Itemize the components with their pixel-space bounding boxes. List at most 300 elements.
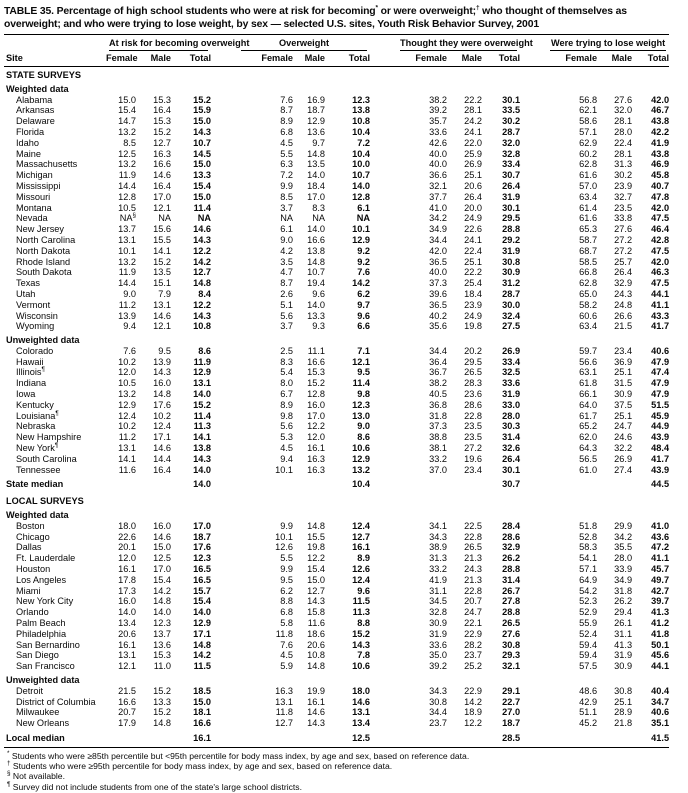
value-cell: 54.1 — [579, 553, 598, 564]
value-cell: 33.6 — [429, 639, 448, 650]
value-cell: 58.6 — [579, 116, 598, 127]
value-cell: 28.4 — [502, 520, 521, 531]
value-cell: 63.4 — [579, 191, 598, 202]
value-cell: 8.7 — [280, 278, 293, 289]
site-cell: Michigan — [16, 170, 53, 181]
value-cell: 15.0 — [118, 94, 136, 105]
value-cell: 26.9 — [464, 159, 483, 170]
value-cell: 5.5 — [280, 148, 293, 159]
value-cell: 11.1 — [307, 345, 325, 356]
value-cell: 13.2 — [118, 159, 136, 170]
value-cell: 30.8 — [502, 256, 521, 267]
footnote: § Not available. — [7, 770, 65, 782]
table-row — [4, 686, 669, 697]
value-cell: 44.9 — [651, 421, 670, 432]
value-cell: 10.7 — [307, 267, 325, 278]
value-cell: 12.7 — [193, 267, 211, 278]
value-cell: 14.2 — [352, 278, 371, 289]
value-cell: 51.1 — [579, 707, 598, 718]
value-cell: 13.6 — [307, 126, 325, 137]
value-cell: 47.5 — [651, 245, 670, 256]
value-cell: 12.9 — [193, 367, 211, 378]
value-cell: 10.1 — [275, 531, 293, 542]
value-cell: 16.3 — [307, 464, 325, 475]
value-cell: 8.9 — [280, 116, 293, 127]
value-cell: 10.2 — [153, 410, 171, 421]
table-row — [4, 553, 669, 564]
value-cell: 19.4 — [307, 278, 325, 289]
value-cell: 6.2 — [357, 288, 371, 299]
value-cell: 11.3 — [193, 421, 211, 432]
value-cell: 9.7 — [357, 299, 371, 310]
value-cell: NA — [158, 213, 171, 224]
value-cell: 62.0 — [579, 432, 598, 443]
value-cell: 12.4 — [153, 421, 171, 432]
value-cell: 16.1 — [307, 443, 325, 454]
value-cell: 25.4 — [464, 278, 483, 289]
value-cell: 58.7 — [579, 234, 598, 245]
value-cell: 12.2 — [307, 553, 325, 564]
value-cell: 16.1 — [307, 696, 325, 707]
value-cell: 12.8 — [307, 389, 325, 400]
value-cell: 14.0 — [307, 224, 325, 235]
value-cell: 33.4 — [502, 356, 521, 367]
value-cell: 8.8 — [280, 596, 293, 607]
value-cell: 14.2 — [193, 650, 211, 661]
value-cell: 34.1 — [429, 520, 448, 531]
value-cell: 12.7 — [352, 531, 371, 542]
value-cell: 13.1 — [275, 696, 293, 707]
value-cell: 25.1 — [464, 256, 483, 267]
value-cell: 14.1 — [193, 432, 211, 443]
value-cell: 16.1 — [118, 564, 136, 575]
value-cell: 28.8 — [502, 224, 521, 235]
value-cell: 26.4 — [464, 191, 483, 202]
value-cell: 9.9 — [280, 520, 293, 531]
value-cell: 30.0 — [502, 299, 521, 310]
site-cell: Indiana — [16, 378, 47, 389]
value-cell: 8.3 — [280, 356, 293, 367]
value-cell: 47.9 — [651, 356, 670, 367]
value-cell: 14.4 — [118, 278, 136, 289]
column-group-label: Overweight — [241, 38, 367, 51]
value-cell: 55.9 — [579, 618, 598, 629]
value-cell: 47.9 — [651, 378, 670, 389]
value-cell: 41.8 — [651, 628, 670, 639]
value-cell: 22.2 — [464, 94, 483, 105]
table-row — [4, 105, 669, 116]
value-cell: 24.3 — [614, 288, 633, 299]
site-cell: North Carolina — [16, 234, 76, 245]
value-cell: 61.6 — [579, 213, 598, 224]
value-cell: 11.8 — [275, 707, 293, 718]
value-cell: 16.9 — [307, 94, 325, 105]
subcolumn-header-male: Male — [597, 51, 632, 66]
value-cell: 12.7 — [153, 137, 171, 148]
value-cell: 16.6 — [193, 718, 211, 729]
table-row — [4, 707, 669, 718]
table-row — [4, 300, 669, 311]
value-cell: 12.1 — [352, 356, 371, 367]
value-cell: 17.8 — [118, 574, 136, 585]
value-cell: 10.1 — [118, 245, 136, 256]
column-group-label: Were trying to lose weight — [550, 38, 666, 51]
value-cell: 41.1 — [651, 553, 670, 564]
value-cell: 12.3 — [352, 94, 371, 105]
table-row — [4, 697, 669, 708]
value-cell: 36.7 — [429, 367, 448, 378]
value-cell: 9.5 — [357, 367, 371, 378]
value-cell: 20.6 — [307, 639, 325, 650]
value-cell: 8.5 — [123, 137, 136, 148]
subcolumn-header-total: Total — [325, 51, 370, 66]
value-cell: 65.3 — [579, 224, 598, 235]
value-cell: 5.3 — [280, 432, 293, 443]
value-cell: 15.3 — [307, 367, 325, 378]
value-cell: 15.2 — [307, 378, 325, 389]
subsection-row — [4, 507, 669, 521]
column-group-label: At risk for becoming overweight — [109, 38, 208, 51]
site-cell: Massachusetts — [16, 159, 78, 170]
value-cell: 8.5 — [280, 191, 293, 202]
table-row — [4, 421, 669, 432]
value-cell: 24.3 — [464, 564, 483, 575]
value-cell: 15.8 — [307, 607, 325, 618]
value-cell: 36.8 — [429, 399, 448, 410]
value-cell: 18.7 — [307, 105, 325, 116]
value-cell: 20.2 — [464, 345, 483, 356]
value-cell: 52.9 — [579, 607, 598, 618]
value-cell: 30.1 — [502, 94, 521, 105]
value-cell: 8.8 — [357, 618, 371, 629]
value-cell: 60.2 — [579, 148, 598, 159]
value-cell: 12.6 — [275, 542, 293, 553]
value-cell: 11.6 — [118, 464, 136, 475]
value-cell: 12.0 — [118, 367, 136, 378]
value-cell: 8.9 — [357, 553, 371, 564]
value-cell: 18.1 — [193, 707, 211, 718]
value-cell: 26.9 — [614, 453, 633, 464]
value-cell: 31.3 — [614, 159, 633, 170]
site-cell: Philadelphia — [16, 628, 67, 639]
value-cell: 43.6 — [651, 531, 670, 542]
value-cell: 28.8 — [502, 564, 521, 575]
value-cell: 34.4 — [429, 345, 448, 356]
value-cell: 16.0 — [118, 596, 136, 607]
value-cell: 38.2 — [429, 378, 448, 389]
value-cell: 34.5 — [429, 596, 448, 607]
value-cell: 27.6 — [614, 94, 633, 105]
value-cell: 14.2 — [153, 585, 171, 596]
value-cell: 26.5 — [464, 367, 483, 378]
value-cell: 30.9 — [502, 267, 521, 278]
value-cell: 27.0 — [502, 707, 521, 718]
value-cell: 10.7 — [193, 137, 211, 148]
value-cell — [520, 729, 597, 747]
value-cell: 31.9 — [429, 628, 448, 639]
site-cell: Wyoming — [16, 321, 55, 332]
value-cell: 43.9 — [651, 432, 670, 443]
value-cell: 30.8 — [502, 639, 521, 650]
value-cell: 31.9 — [502, 245, 521, 256]
value-cell: 23.9 — [614, 180, 633, 191]
value-cell: 14.6 — [153, 531, 171, 542]
table-row — [4, 257, 669, 268]
value-cell: 16.3 — [307, 453, 325, 464]
value-cell: 42.0 — [429, 245, 448, 256]
site-cell: District of Columbia — [16, 696, 96, 707]
value-cell: 31.9 — [502, 191, 521, 202]
value-cell: 27.2 — [614, 234, 633, 245]
table-row — [4, 95, 669, 106]
site-cell: New Jersey — [16, 224, 64, 235]
value-cell: 12.2 — [193, 245, 211, 256]
value-cell: 22.2 — [464, 267, 483, 278]
value-cell: 11.2 — [118, 299, 136, 310]
value-cell: 17.6 — [193, 542, 211, 553]
value-cell: 13.1 — [352, 707, 371, 718]
table-row — [4, 127, 669, 138]
value-cell: 18.4 — [464, 288, 483, 299]
value-cell: 12.9 — [307, 116, 325, 127]
value-cell: 15.2 — [153, 256, 171, 267]
value-cell: 29.3 — [502, 650, 521, 661]
site-cell: Boston — [16, 520, 45, 531]
value-cell: 28.6 — [464, 399, 483, 410]
value-cell: 14.3 — [193, 310, 211, 321]
value-cell: 14.8 — [307, 148, 325, 159]
table-row — [4, 532, 669, 543]
value-cell: 39.2 — [429, 105, 448, 116]
value-cell: 8.6 — [357, 432, 371, 443]
value-cell: 30.1 — [502, 202, 521, 213]
value-cell: 41.1 — [651, 299, 670, 310]
value-cell: 32.9 — [614, 278, 633, 289]
table-row — [4, 289, 669, 300]
value-cell: 26.5 — [464, 542, 483, 553]
value-cell: 40.0 — [429, 159, 448, 170]
value-cell: 25.1 — [464, 170, 483, 181]
value-cell: 38.1 — [429, 443, 448, 454]
value-cell: 14.4 — [153, 453, 171, 464]
value-cell: 13.8 — [307, 245, 325, 256]
value-cell: 9.8 — [280, 410, 293, 421]
value-cell: 33.4 — [502, 159, 521, 170]
value-cell: 11.9 — [118, 170, 136, 181]
table-row — [4, 521, 669, 532]
value-cell: 14.8 — [153, 718, 171, 729]
value-cell: 33.6 — [502, 378, 521, 389]
value-cell: 9.8 — [357, 389, 371, 400]
value-cell: 15.4 — [193, 596, 211, 607]
table-row — [4, 542, 669, 553]
value-cell: 17.6 — [153, 399, 171, 410]
value-cell: 7.8 — [357, 650, 371, 661]
value-cell: 14.8 — [193, 639, 211, 650]
site-cell: South Dakota — [16, 267, 72, 278]
value-cell — [597, 475, 632, 493]
value-cell: 22.8 — [464, 585, 483, 596]
value-cell: 37.3 — [429, 421, 448, 432]
site-cell: Arkansas — [16, 105, 55, 116]
value-cell: 13.3 — [193, 170, 211, 181]
site-cell: North Dakota — [16, 245, 71, 256]
value-cell: 21.3 — [464, 574, 483, 585]
value-cell: 18.0 — [118, 520, 136, 531]
value-cell: 10.4 — [352, 126, 371, 137]
value-cell: 34.2 — [429, 213, 448, 224]
value-cell: 29.5 — [464, 356, 483, 367]
value-cell: 24.6 — [614, 432, 633, 443]
value-cell: 2.5 — [280, 345, 293, 356]
value-cell: 13.3 — [153, 696, 171, 707]
value-cell: 12.7 — [275, 718, 293, 729]
value-cell: 28.8 — [502, 607, 521, 618]
value-cell: 7.1 — [357, 345, 371, 356]
value-cell: 17.0 — [307, 191, 325, 202]
value-cell: 12.2 — [193, 299, 211, 310]
value-cell: 24.1 — [464, 234, 483, 245]
value-cell: 14.8 — [307, 661, 325, 672]
value-cell: 2.6 — [280, 288, 293, 299]
value-cell: 12.5 — [118, 148, 136, 159]
value-cell: 20.0 — [464, 202, 483, 213]
value-cell: 24.1 — [464, 126, 483, 137]
value-cell: 10.5 — [118, 202, 136, 213]
value-cell: 12.8 — [352, 191, 371, 202]
value-cell: 27.5 — [502, 321, 521, 332]
value-cell: 16.4 — [153, 464, 171, 475]
value-cell: 5.6 — [280, 421, 293, 432]
value-cell: 12.8 — [118, 191, 136, 202]
value-cell: 23.5 — [464, 432, 483, 443]
value-cell: 10.7 — [352, 170, 371, 181]
value-cell: 11.2 — [118, 432, 136, 443]
site-cell: Tennessee — [16, 464, 61, 475]
value-cell: 14.7 — [118, 116, 136, 127]
value-cell: 39.6 — [429, 288, 448, 299]
value-cell: 7.6 — [280, 639, 293, 650]
table-row — [4, 661, 669, 672]
value-cell: 14.0 — [193, 479, 211, 490]
value-cell: 11.5 — [352, 596, 371, 607]
site-cell: New Hampshire — [16, 432, 82, 443]
subcolumn-header-male: Male — [293, 51, 325, 66]
value-cell: 14.0 — [118, 607, 136, 618]
value-cell: 8.4 — [198, 288, 211, 299]
value-cell: 11.4 — [352, 378, 371, 389]
value-cell: 6.1 — [357, 202, 371, 213]
value-cell: 40.0 — [429, 267, 448, 278]
site-cell: Kentucky — [16, 399, 54, 410]
value-cell: 16.3 — [153, 148, 171, 159]
value-cell: 23.7 — [429, 718, 448, 729]
value-cell: 13.1 — [118, 650, 136, 661]
value-cell: 15.0 — [193, 116, 211, 127]
value-cell: 34.9 — [429, 224, 448, 235]
value-cell: 22.6 — [118, 531, 136, 542]
value-cell: 52.3 — [579, 596, 598, 607]
value-cell: 37.7 — [429, 191, 448, 202]
value-cell: 17.0 — [193, 520, 211, 531]
value-cell: 30.9 — [429, 618, 448, 629]
value-cell: 34.2 — [614, 531, 633, 542]
value-cell: 43.8 — [651, 116, 670, 127]
value-cell: 13.5 — [153, 267, 171, 278]
value-cell: 22.1 — [464, 618, 483, 629]
value-cell: 41.2 — [651, 618, 670, 629]
value-cell: 25.7 — [614, 256, 633, 267]
value-cell: 9.4 — [123, 321, 136, 332]
value-cell: 25.1 — [614, 367, 633, 378]
value-cell: 11.0 — [153, 661, 171, 672]
table-row — [4, 411, 669, 422]
value-cell: 28.2 — [464, 639, 483, 650]
value-cell: 7.2 — [357, 137, 371, 148]
value-cell: 11.5 — [193, 661, 211, 672]
value-cell: 13.4 — [352, 718, 371, 729]
value-cell: 28.1 — [614, 148, 633, 159]
value-cell: 18.0 — [352, 685, 371, 696]
value-cell: 42.0 — [651, 202, 670, 213]
value-cell: 16.6 — [118, 696, 136, 707]
value-cell: 27.6 — [502, 628, 521, 639]
value-cell: 32.2 — [614, 443, 633, 454]
column-group-thought-overweight — [370, 35, 533, 51]
value-cell: 31.9 — [614, 650, 633, 661]
subcolumn-header-female: Female — [106, 51, 136, 66]
value-cell: 25.9 — [464, 148, 483, 159]
value-cell: 47.2 — [651, 542, 670, 553]
value-cell: 12.1 — [153, 202, 171, 213]
value-cell: 15.4 — [118, 105, 136, 116]
value-cell: 13.1 — [118, 234, 136, 245]
value-cell: 12.1 — [118, 661, 136, 672]
median-label: State median — [6, 479, 64, 490]
value-cell: 63.1 — [579, 367, 598, 378]
table-row — [4, 378, 669, 389]
value-cell: 20.7 — [464, 596, 483, 607]
site-cell: Chicago — [16, 531, 50, 542]
value-cell: 15.0 — [153, 542, 171, 553]
median-row — [4, 729, 669, 747]
value-cell: 52.8 — [579, 531, 598, 542]
value-cell: 8.9 — [280, 399, 293, 410]
value-cell: 38.9 — [429, 542, 448, 553]
value-cell: 60.6 — [579, 310, 598, 321]
table-row — [4, 213, 669, 224]
value-cell — [370, 729, 447, 747]
value-cell: 22.5 — [464, 520, 483, 531]
value-cell — [293, 729, 325, 747]
value-cell: 68.7 — [579, 245, 598, 256]
value-cell: NA — [356, 213, 371, 224]
value-cell: 30.8 — [614, 685, 633, 696]
subsection-row — [4, 81, 669, 95]
value-cell: 31.3 — [429, 553, 448, 564]
value-cell: 13.4 — [118, 618, 136, 629]
value-cell: 66.8 — [579, 267, 598, 278]
value-cell: 22.0 — [464, 137, 483, 148]
table-row — [4, 159, 669, 170]
section-label: Weighted data — [6, 83, 69, 94]
value-cell: 11.6 — [307, 618, 325, 629]
value-cell: 18.7 — [193, 531, 211, 542]
table-row — [4, 465, 669, 476]
value-cell: 14.3 — [307, 596, 325, 607]
value-cell: 15.2 — [153, 685, 171, 696]
value-cell: 28.7 — [502, 126, 521, 137]
